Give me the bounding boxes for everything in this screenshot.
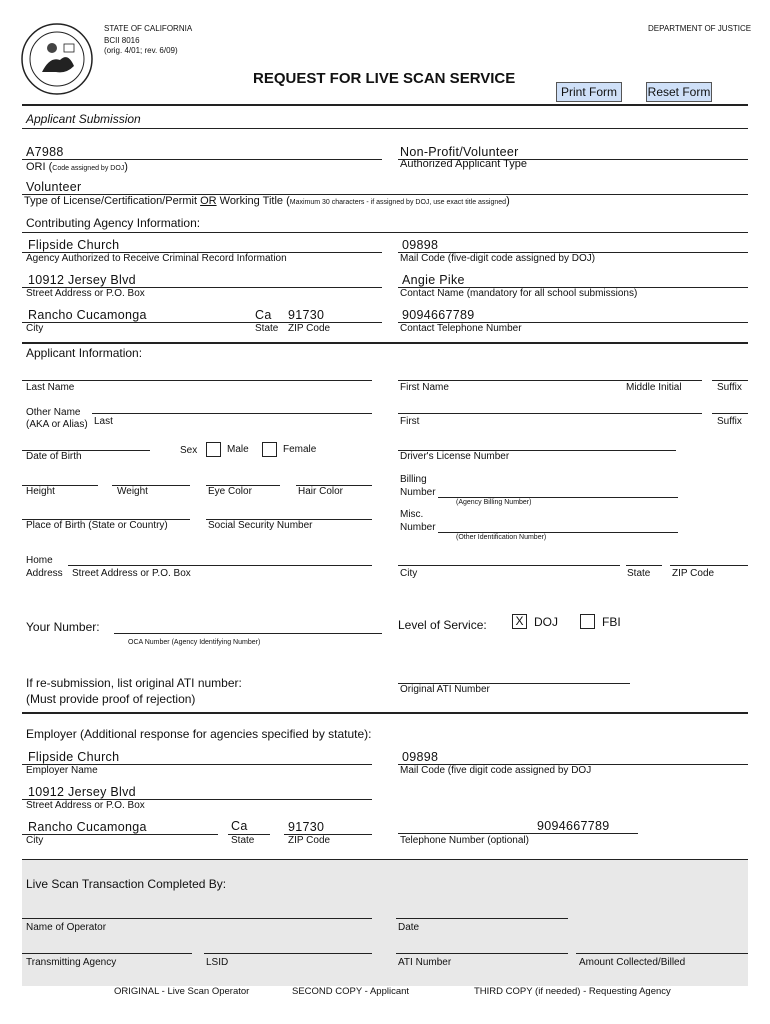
- suffix-label: Suffix: [717, 382, 742, 393]
- employer-street-value[interactable]: 10912 Jersey Blvd: [28, 785, 136, 799]
- applicant-type-value[interactable]: Non-Profit/Volunteer: [400, 145, 519, 159]
- lsid-label: LSID: [206, 957, 229, 968]
- eye-color-label: Eye Color: [208, 486, 252, 497]
- doj-label: DOJ: [534, 615, 558, 629]
- agency-mail-code-value[interactable]: 09898: [402, 238, 439, 252]
- other-name-label: Other Name: [26, 407, 81, 418]
- aka-first-label: First: [400, 416, 420, 427]
- agency-zip-value[interactable]: 91730: [288, 308, 325, 322]
- agency-city-value[interactable]: Rancho Cucamonga: [28, 308, 147, 322]
- height-label: Height: [26, 486, 55, 497]
- weight-label: Weight: [117, 486, 148, 497]
- live-scan-heading: Live Scan Transaction Completed By:: [26, 877, 227, 891]
- agency-street-value[interactable]: 10912 Jersey Blvd: [28, 273, 136, 287]
- contact-phone-label: Contact Telephone Number: [400, 323, 522, 334]
- home-state-label: State: [627, 568, 651, 579]
- agency-state-label: State: [255, 323, 279, 334]
- applicant-type-label: Authorized Applicant Type: [400, 158, 527, 170]
- ori-value[interactable]: A7988: [26, 145, 64, 159]
- home-city-label: City: [400, 568, 418, 579]
- reset-form-button[interactable]: Reset Form: [646, 82, 712, 102]
- employer-city-value[interactable]: Rancho Cucamonga: [28, 820, 147, 834]
- misc-note: (Other Identification Number): [456, 534, 547, 541]
- address-label: Address: [26, 568, 63, 579]
- license-title-value[interactable]: Volunteer: [26, 180, 82, 194]
- amount-collected-label: Amount Collected/Billed: [579, 957, 686, 968]
- applicant-info-heading: Applicant Information:: [26, 346, 143, 360]
- operator-name-label: Name of Operator: [26, 922, 107, 933]
- state-seal: [20, 22, 94, 96]
- contributing-agency-heading: Contributing Agency Information:: [26, 216, 201, 230]
- ssn-label: Social Security Number: [208, 520, 313, 531]
- employer-city-label: City: [26, 835, 44, 846]
- last-name-label: Last Name: [26, 382, 75, 393]
- aka-last-label: Last: [94, 416, 113, 427]
- section-rule: [22, 128, 748, 129]
- male-label: Male: [227, 444, 249, 455]
- your-number-label: Your Number:: [26, 620, 100, 634]
- male-checkbox[interactable]: [206, 442, 221, 457]
- home-label: Home: [26, 555, 53, 566]
- transmitting-agency-label: Transmitting Agency: [26, 957, 117, 968]
- contact-phone-value[interactable]: 9094667789: [402, 308, 475, 322]
- place-of-birth-label: Place of Birth (State or Country): [26, 520, 168, 531]
- middle-initial-label: Middle Initial: [626, 382, 682, 393]
- dob-label: Date of Birth: [26, 451, 82, 462]
- misc-label: Misc.: [400, 509, 424, 520]
- employer-street-label: Street Address or P.O. Box: [26, 800, 145, 811]
- sex-label: Sex: [180, 445, 198, 456]
- female-label: Female: [283, 444, 317, 455]
- department-name: DEPARTMENT OF JUSTICE: [648, 24, 752, 33]
- agency-state-value[interactable]: Ca: [255, 308, 272, 322]
- resubmission-note: (Must provide proof of rejection): [26, 692, 196, 706]
- employer-state-label: State: [231, 835, 255, 846]
- employer-name-value[interactable]: Flipside Church: [28, 750, 120, 764]
- footer-third-copy: THIRD COPY (if needed) - Requesting Agency: [474, 986, 671, 997]
- form-title: REQUEST FOR LIVE SCAN SERVICE: [253, 70, 516, 87]
- form-revision: (orig. 4/01; rev. 6/09): [104, 46, 178, 55]
- level-of-service-label: Level of Service:: [398, 618, 487, 632]
- agency-city-label: City: [26, 323, 44, 334]
- home-zip-label: ZIP Code: [672, 568, 715, 579]
- oca-number-note: OCA Number (Agency Identifying Number): [128, 639, 261, 646]
- print-form-button[interactable]: Print Form: [556, 82, 622, 102]
- agency-zip-label: ZIP Code: [288, 323, 331, 334]
- state-name: STATE OF CALIFORNIA: [104, 24, 193, 33]
- license-title-label: Type of License/Certification/Permit OR Working Title (Maximum 30 characters - if assigned by DOJ, use exact title assigned): [24, 195, 510, 207]
- header-rule: [22, 104, 748, 106]
- original-ati-label: Original ATI Number: [400, 684, 490, 695]
- form-code: BCII 8016: [104, 36, 140, 45]
- employer-zip-value[interactable]: 91730: [288, 820, 325, 834]
- employer-zip-label: ZIP Code: [288, 835, 331, 846]
- misc-number-label: Number: [400, 522, 436, 533]
- date-label: Date: [398, 922, 420, 933]
- doj-checkbox[interactable]: X: [512, 614, 527, 629]
- drivers-license-label: Driver's License Number: [400, 451, 510, 462]
- billing-label: Billing: [400, 474, 427, 485]
- fbi-checkbox[interactable]: [580, 614, 595, 629]
- employer-heading: Employer (Additional response for agencies specified by statute):: [26, 727, 372, 741]
- home-street-label: Street Address or P.O. Box: [72, 568, 191, 579]
- first-name-label: First Name: [400, 382, 449, 393]
- aka-suffix-label: Suffix: [717, 416, 742, 427]
- employer-mail-code-label: Mail Code (five digit code assigned by DOJ: [400, 765, 592, 776]
- applicant-submission-heading: Applicant Submission: [26, 112, 141, 126]
- footer-second-copy: SECOND COPY - Applicant: [292, 986, 410, 997]
- agency-name-value[interactable]: Flipside Church: [28, 238, 120, 252]
- contact-name-label: Contact Name (mandatory for all school submissions): [400, 288, 638, 299]
- employer-phone-value[interactable]: 9094667789: [537, 819, 610, 833]
- ati-number-label: ATI Number: [398, 957, 452, 968]
- agency-name-label: Agency Authorized to Receive Criminal Record Information: [26, 253, 287, 264]
- female-checkbox[interactable]: [262, 442, 277, 457]
- employer-name-label: Employer Name: [26, 765, 98, 776]
- employer-state-value[interactable]: Ca: [231, 819, 248, 833]
- aka-label: (AKA or Alias): [26, 419, 88, 430]
- employer-phone-label: Telephone Number (optional): [400, 835, 529, 846]
- employer-mail-code-value[interactable]: 09898: [402, 750, 439, 764]
- hair-color-label: Hair Color: [298, 486, 344, 497]
- footer-original-copy: ORIGINAL - Live Scan Operator: [114, 986, 250, 997]
- billing-note: (Agency Billing Number): [456, 499, 532, 506]
- billing-number-label: Number: [400, 487, 436, 498]
- ori-label: ORI (Code assigned by DOJ): [26, 161, 128, 173]
- contact-name-value[interactable]: Angie Pike: [402, 273, 465, 287]
- agency-street-label: Street Address or P.O. Box: [26, 288, 145, 299]
- fbi-label: FBI: [602, 615, 621, 629]
- agency-mail-code-label: Mail Code (five-digit code assigned by DOJ): [400, 253, 596, 264]
- resubmission-label: If re-submission, list original ATI number:: [26, 676, 242, 690]
